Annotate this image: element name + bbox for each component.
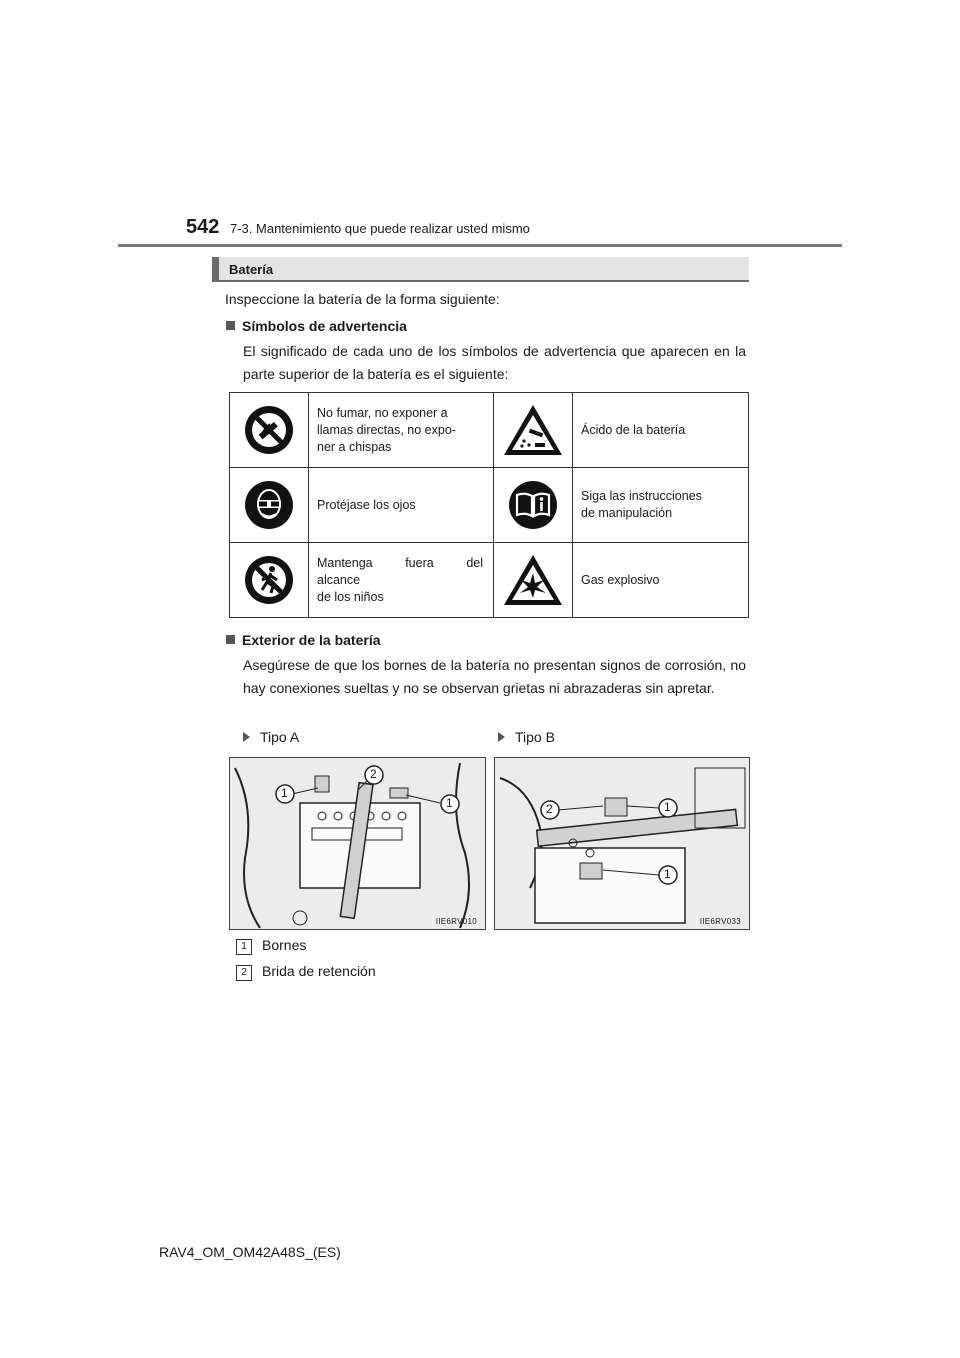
intro-text: Inspeccione la batería de la forma siguiente:: [225, 291, 500, 307]
callout-number: 1: [664, 800, 671, 814]
section-header: [212, 257, 749, 282]
exterior-description: Asegúrese de que los bornes de la batería no presentan signos de corrosión, no hay conexiones sueltas y no se observan grietas ni abrazaderas sin apretar.: [243, 657, 746, 696]
callout-number: 2: [370, 767, 377, 781]
arrow-right-icon: [498, 732, 505, 742]
table-cell: Gas explosivo: [573, 543, 749, 618]
figure-code: IIE6RV010: [435, 917, 477, 926]
table-row: [230, 468, 749, 543]
table-row: [230, 393, 749, 468]
chapter-title: 7-3. Mantenimiento que puede realizar usted mismo: [230, 221, 530, 236]
callout-number: 1: [446, 796, 453, 810]
figure-label-b: Tipo B: [498, 729, 555, 745]
table-row: [230, 543, 749, 618]
table-cell: [230, 393, 309, 468]
eye-protection-icon: [244, 480, 294, 530]
keep-away-children-icon: [244, 555, 294, 605]
battery-acid-icon: [502, 403, 564, 457]
callout-number: 1: [281, 786, 288, 800]
figure-code: IIE6RV033: [699, 917, 741, 926]
table-cell: [230, 543, 309, 618]
warning-symbols-description: El significado de cada uno de los símbolos de advertencia que aparecen en la parte superior de la batería es el siguiente:: [243, 343, 746, 382]
battery-illustration: [495, 758, 750, 930]
warning-symbols-heading: Símbolos de advertencia: [226, 318, 407, 334]
no-smoking-icon: [244, 405, 294, 455]
manual-instructions-icon: [508, 480, 558, 530]
section-title: Batería: [229, 262, 274, 277]
battery-figure-type-a: [229, 757, 486, 930]
table-cell: [494, 468, 573, 543]
bullet-square-icon: [226, 635, 235, 644]
table-cell: Siga las instrucciones de manipulación: [573, 468, 749, 543]
arrow-right-icon: [243, 732, 250, 742]
header-divider: [118, 244, 842, 247]
warning-symbols-table: [229, 392, 749, 618]
table-cell: No fumar, no exponer a llamas directas, no expo- ner a chispas: [309, 393, 494, 468]
legend-item: 2 Brida de retención: [236, 963, 376, 981]
table-cell: [494, 393, 573, 468]
figure-label-a: Tipo A: [243, 729, 299, 745]
table-cell: Mantenga fuera del alcance de los niños: [309, 543, 494, 618]
legend-number: 2: [236, 965, 252, 981]
table-cell: Ácido de la batería: [573, 393, 749, 468]
callout-number: 1: [664, 867, 671, 881]
table-cell: [494, 543, 573, 618]
battery-illustration: [230, 758, 486, 930]
legend-number: 1: [236, 939, 252, 955]
legend-item: 1 Bornes: [236, 937, 306, 955]
table-cell: Protéjase los ojos: [309, 468, 494, 543]
exterior-heading: Exterior de la batería: [226, 632, 381, 648]
table-cell: [230, 468, 309, 543]
battery-figure-type-b: [494, 757, 750, 930]
explosive-gas-icon: [502, 553, 564, 607]
footer-model-code: RAV4_OM_OM42A48S_(ES): [159, 1244, 341, 1260]
bullet-square-icon: [226, 321, 235, 330]
page-number: 542: [186, 216, 220, 238]
callout-number: 2: [546, 802, 553, 816]
